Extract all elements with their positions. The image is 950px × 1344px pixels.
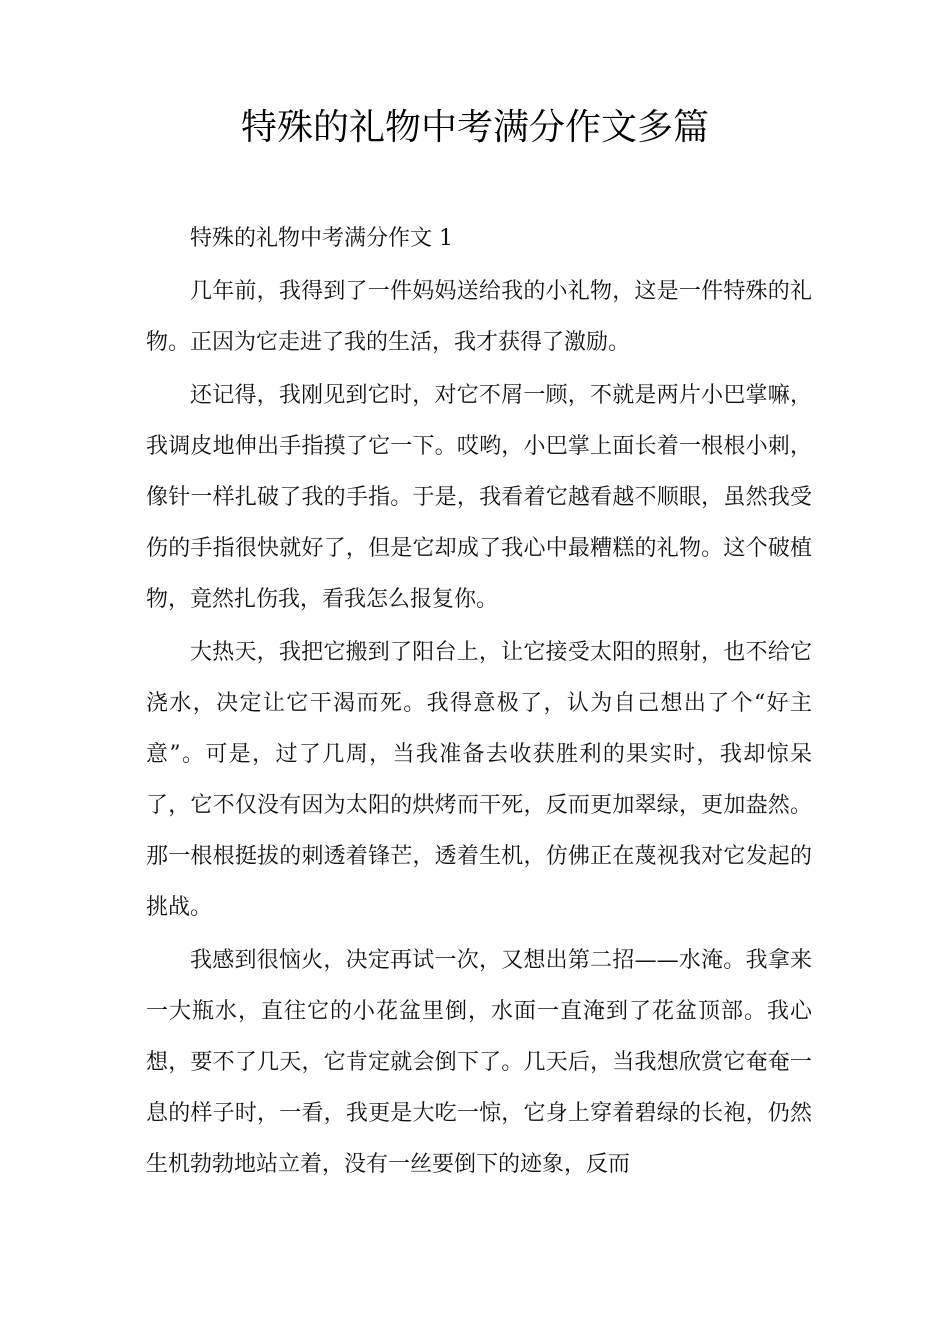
- paragraph: 我感到很恼火，决定再试一次，又想出第二招——水淹。我拿来一大瓶水，直往它的小花盆里倒，水面一直淹到了花盆顶部。我心想，要不了几天，它肯定就会倒下了。几天后，当我想欣赏它奄奄一息的样子时，一看，我更是大吃一惊，它身上穿着碧绿的长袍，仍然生机勃勃地站立着，没有一丝要倒下的迹象，反而: [146, 948, 812, 1177]
- section-heading: 特殊的礼物中考满分作文 1: [190, 226, 453, 251]
- document-title: 特殊的礼物中考满分作文多篇: [240, 107, 709, 148]
- paragraph: 几年前，我得到了一件妈妈送给我的小礼物，这是一件特殊的礼物。正因为它走进了我的生活，我才获得了激励。: [146, 279, 812, 355]
- document-body: [146, 213, 812, 1190]
- paragraph: 大热天，我把它搬到了阳台上，让它接受太阳的照射，也不给它浇水，决定让它干渴而死。我得意极了，认为自己想出了个“好主意”。可是，过了几周，当我准备去收获胜利的果实时，我却惊呆了，它不仅没有因为太阳的烘烤而干死，反而更加翠绿，更加盎然。那一根根挺拔的刺透着锋芒，透着生机，仿佛正在蔑视我对它发起的挑战。: [146, 640, 812, 920]
- paragraph: 还记得，我刚见到它时，对它不屑一顾，不就是两片小巴掌嘛，我调皮地伸出手指摸了它一下。哎哟，小巴掌上面长着一根根小刺，像针一样扎破了我的手指。于是，我看着它越看越不顺眼，虽然我受伤的手指很快就好了，但是它却成了我心中最糟糕的礼物。这个破植物，竟然扎伤我，看我怎么报复你。: [146, 383, 812, 612]
